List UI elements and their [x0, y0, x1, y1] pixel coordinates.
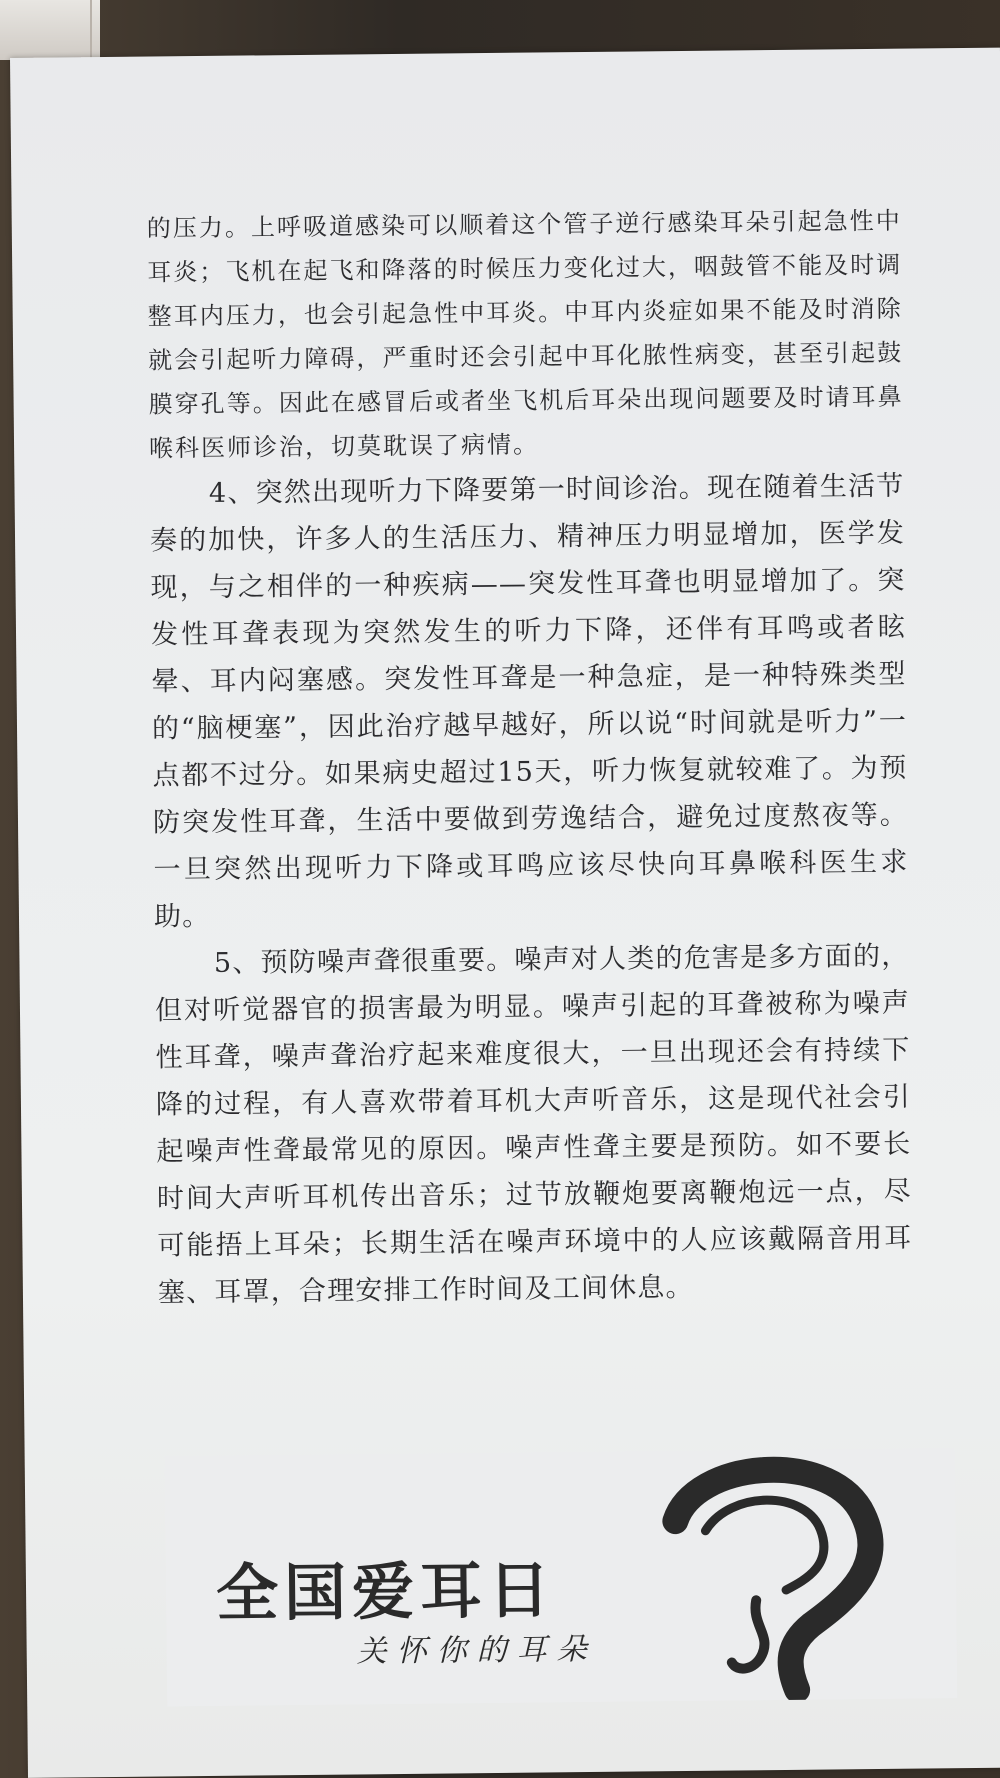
ear-day-logo	[165, 1448, 958, 1706]
paragraph-noise-deafness: 5、预防噪声聋很重要。噪声对人类的危害是多方面的，但对听觉器官的损害最为明显。噪声引起的耳聋被称为噪声性耳聋，噪声聋治疗起来难度很大，一旦出现还会有持续下降的过程，有人喜欢带着耳机大声听音乐，这是现代社会引起噪声性聋最常见的原因。噪声性聋主要是预防。如不要长时间大声听耳机传出音乐；过节放鞭炮要离鞭炮远一点，尽可能捂上耳朵；长期生活在噪声环境中的人应该戴隔音用耳塞、耳罩，合理安排工作时间及工间休息。	[154, 940, 913, 1309]
logo-subtitle: 关怀你的耳朵	[356, 1631, 597, 1670]
background-paper	[0, 0, 100, 60]
paragraph-sudden-hearing-loss: 4、突然出现听力下降要第一时间诊治。现在随着生活节奏的加快，许多人的生活压力、精神压力明显增加，医学发现，与之相伴的一种疾病——突发性耳聋也明显增加了。突发性耳聋表现为突然发生的听力下降，还伴有耳鸣或者眩晕、耳内闷塞感。突发性耳聋是一种急症，是一种特殊类型的“脑梗塞”，因此治疗越早越好，所以说“时间就是听力”一点都不过分。如果病史超过15天，听力恢复就较难了。为预防突发性耳聋，生活中要做到劳逸结合，避免过度熬夜等。一旦突然出现听力下降或耳鸣应该尽快向耳鼻喉科医生求助。	[149, 470, 909, 933]
logo-title: 全国爱耳日	[215, 1553, 557, 1630]
paragraph-ear-infection: 的压力。上呼吸道感染可以顺着这个管子逆行感染耳朵引起急性中耳炎；飞机在起飞和降落的时候压力变化过大，咽鼓管不能及时调整耳内压力，也会引起急性中耳炎。中耳内炎症如果不能及时消除就会引起听力障碍，严重时还会引起中耳化脓性病变，甚至引起鼓膜穿孔等。因此在感冒后或者坐飞机后耳朵出现问题要及时请耳鼻喉科医师诊治，切莫耽误了病情。	[146, 206, 904, 463]
body-text	[147, 199, 914, 1317]
document-page	[10, 48, 1000, 1778]
ear-question-mark-icon	[635, 1449, 898, 1702]
